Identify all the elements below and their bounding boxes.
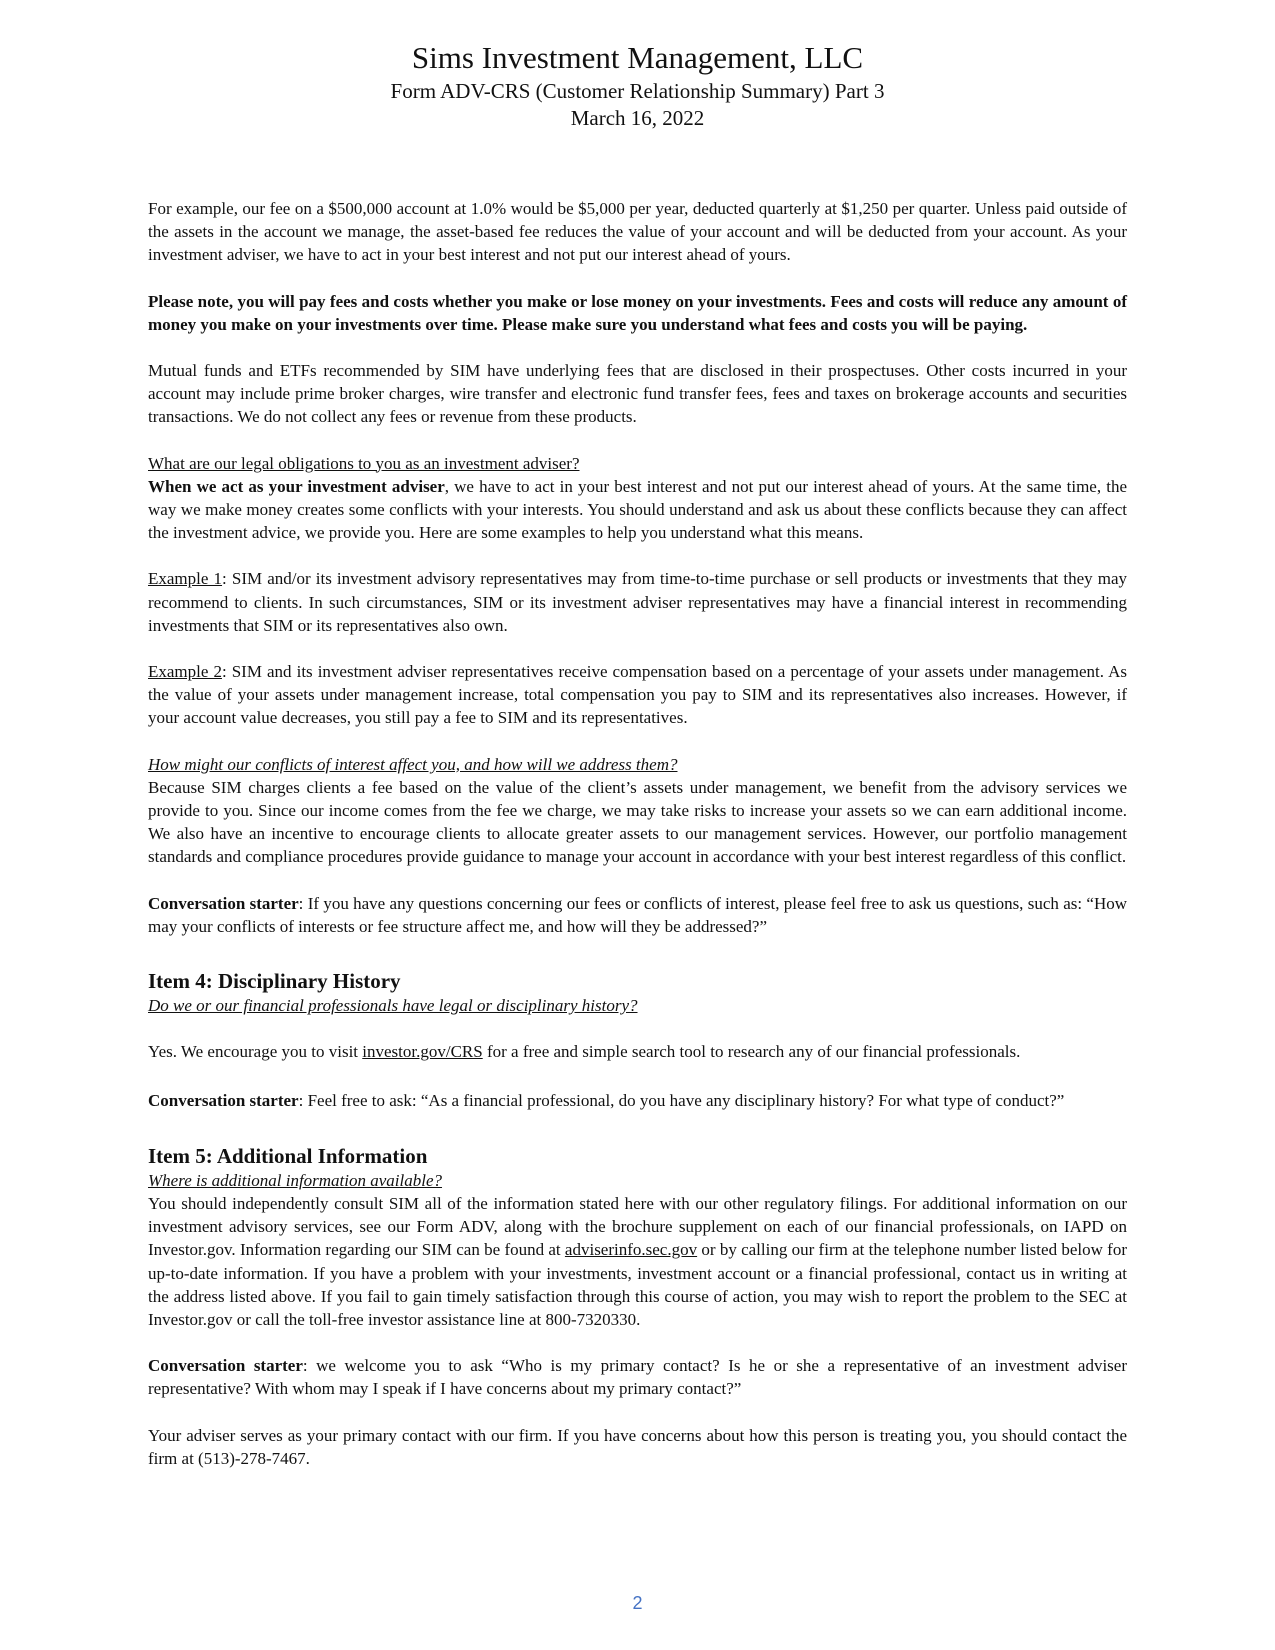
adviserinfo-link[interactable]: adviserinfo.sec.gov	[564, 1240, 698, 1260]
conversation-starter-2-label: Conversation starter	[148, 1091, 299, 1111]
item-4-text-after: for a free and simple search tool to research any of our financial professionals.	[482, 1042, 1021, 1062]
example-1-label: Example 1	[148, 569, 223, 589]
page-number: 2	[632, 1593, 643, 1613]
conversation-starter-3-label: Conversation starter	[148, 1356, 303, 1376]
item-4-question-line	[148, 994, 1127, 1017]
item-5-section	[148, 1169, 1127, 1331]
item-5-question: Where is additional information available?	[148, 1170, 443, 1190]
fee-example-paragraph: For example, our fee on a $500,000 account at 1.0% would be $5,000 per year, deducted quarterly at $1,250 per quarter. Unless paid outside of the assets in the account we manage, the asset-based fee reduces the value of your account and will be deducted from your account. As your investment adviser, we have to act in your best interest and not put our interest ahead of yours.	[148, 199, 1127, 265]
document-header	[0, 38, 1275, 132]
fund-costs-paragraph: Mutual funds and ETFs recommended by SIM have underlying fees that are disclosed in their prospectuses. Other costs incurred in your account may include prime broker charges, wire transfer and electronic fund transfer fees, fees and taxes on brokerage accounts and securities transactions. We do not collect any fees or revenue from these products.	[148, 361, 1127, 427]
fees-notice-paragraph: Please note, you will pay fees and costs whether you make or lose money on your investments. Fees and costs will reduce any amount of money you make on your investments over time. Please make sure you understand what fees and costs you will be paying.	[148, 291, 1127, 334]
conversation-starter-3	[148, 1354, 1127, 1400]
item-4-text-before: Yes. We encourage you to visit	[148, 1042, 363, 1062]
conflicts-question: How might our conflicts of interest affect you, and how will we address them?	[148, 754, 678, 774]
example-2-text: : SIM and its investment adviser representatives receive compensation based on a percentage of your assets under management. As the value of your assets under management increase, total compensation you pay to SIM and its representatives also increases. However, if your account value decreases, you still pay a fee to SIM and its representatives.	[148, 662, 1127, 728]
conversation-starter-1-text: : If you have any questions concerning our fees or conflicts of interest, please feel free to ask us questions, such as: “How may your conflicts of interests or fee structure affect me, and how will they be addressed?”	[148, 893, 1127, 936]
example-1-paragraph	[148, 567, 1127, 637]
item-5-text-before: You should independently consult SIM all of the information stated here with our other regulatory filings. For additional information on our investment advisory services, see our Form ADV, along with the brochure supplement on each of our financial professionals, on IAPD on Investor.gov. Information regarding our SIM can be found at	[148, 1193, 1127, 1260]
legal-obligations-lead: When we act as your investment adviser	[148, 476, 445, 496]
example-2-label: Example 2	[148, 662, 222, 682]
item-4-question: Do we or our financial professionals have legal or disciplinary history?	[148, 996, 638, 1016]
legal-obligations-text: , we have to act in your best interest and not put our interest ahead of yours. At the same time, the way we make money creates some conflicts with your interests. You should understand and ask us about these conflicts because they can affect the investment advice, we provide you. Here are some examples to help you understand what this means.	[148, 476, 1128, 543]
item-4-heading: Item 4: Disciplinary History	[148, 969, 401, 994]
item-4-text	[148, 1040, 1127, 1063]
conversation-starter-2-text: : Feel free to ask: “As a financial professional, do you have any disciplinary history? For what type of conduct?”	[298, 1091, 1065, 1111]
conflicts-text: Because SIM charges clients a fee based on the value of the client’s assets under management, we benefit from the advisory services we provide to you. Since our income comes from the fee we charge, we may take risks to increase your assets so we can earn additional income. We also have an incentive to encourage clients to allocate greater assets to our management services. However, our portfolio management standards and compliance procedures provide guidance to manage your account in accordance with your best interest regardless of this conflict.	[148, 777, 1127, 867]
conversation-starter-3-text: : we welcome you to ask “Who is my primary contact? Is he or she a representative of an investment adviser representative? With whom may I speak if I have concerns about my primary contact?”	[148, 1356, 1127, 1399]
document-date: March 16, 2022	[570, 106, 705, 130]
investor-gov-crs-link[interactable]: investor.gov/CRS	[362, 1042, 483, 1062]
conversation-starter-1	[148, 892, 1127, 938]
legal-obligations-question: What are our legal obligations to you as an investment adviser?	[148, 453, 580, 473]
conflicts-section	[148, 753, 1127, 869]
example-2-paragraph	[148, 660, 1127, 730]
item-5-text-after: or by calling our firm at the telephone number listed below for up-to-date information. If you have a problem with your investments, investment account or a financial professional, contact us in writing at the address listed above. If you fail to gain timely satisfaction through this course of action, you may wish to report the problem to the SEC at Investor.gov or call the toll-free investor assistance line at 800-7320330.	[148, 1240, 1127, 1329]
item-5-heading: Item 5: Additional Information	[148, 1143, 428, 1168]
document-body	[148, 197, 1127, 1470]
company-name: Sims Investment Management, LLC	[411, 40, 864, 75]
conversation-starter-1-label: Conversation starter	[148, 893, 299, 913]
example-1-text: : SIM and/or its investment advisory representatives may from time-to-time purchase or sell products or investments that they may recommend to clients. In such circumstances, SIM or its investment adviser representatives may have a financial interest in recommending investments that SIM or its representatives also own.	[148, 569, 1128, 635]
legal-obligations-section	[148, 452, 1127, 545]
conversation-starter-2	[148, 1089, 1127, 1112]
form-title: Form ADV-CRS (Customer Relationship Summary) Part 3	[390, 79, 885, 103]
closing-paragraph: Your adviser serves as your primary contact with our firm. If you have concerns about how this person is treating you, you should contact the firm at (513)-278-7467.	[148, 1425, 1127, 1468]
